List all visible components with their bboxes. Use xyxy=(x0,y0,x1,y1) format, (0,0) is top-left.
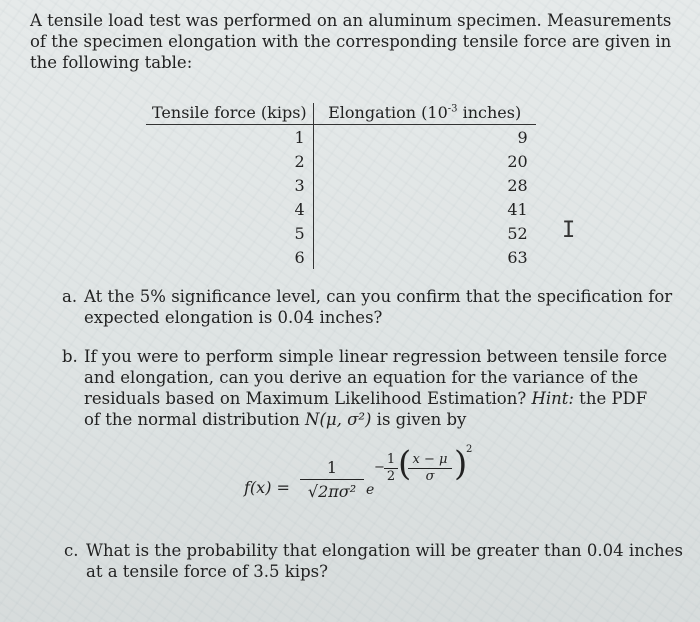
force-cell: 2 xyxy=(146,149,313,173)
question-b-line-4: of the normal distribution N(μ, σ²) is given by xyxy=(84,410,467,429)
question-c-label: c. xyxy=(64,541,79,560)
exponent-half: 1 2 xyxy=(384,452,398,485)
elongation-cell: 41 xyxy=(507,199,528,219)
table-row xyxy=(146,221,536,245)
intro-line-2: of the specimen elongation with the corresponding tensile force are given in xyxy=(30,32,672,51)
formula-base: e xyxy=(366,482,375,498)
elongation-cell: 28 xyxy=(507,175,528,195)
question-a-line-1: At the 5% significance level, can you confirm that the specification for xyxy=(84,287,673,306)
table-header-row xyxy=(146,103,536,125)
header-elongation: Elongation ($10^{-3}$ inches) xyxy=(328,103,522,122)
coefficient-denominator: √2πσ² xyxy=(307,482,357,501)
normal-distribution-notation: N(μ, σ²) xyxy=(305,410,372,429)
table-row xyxy=(146,245,536,269)
question-b-line-2: and elongation, can you derive an equation for the variance of the xyxy=(84,368,639,387)
header-tensile-force: Tensile force (kips) xyxy=(146,103,313,125)
table-row xyxy=(146,173,536,197)
formula-lhs: f(x) = xyxy=(244,478,290,497)
normal-pdf-formula: f(x) = 1 √2πσ² e − 1 2 ( x − μ σ ) 2 xyxy=(244,444,473,501)
force-cell: 5 xyxy=(146,221,313,245)
elongation-cell: 63 xyxy=(507,247,528,267)
elongation-cell: 9 xyxy=(517,127,528,147)
force-cell: 1 xyxy=(146,125,313,150)
question-a-label: a. xyxy=(62,287,78,306)
intro-line-1: A tensile load test was performed on an aluminum specimen. Measurements xyxy=(30,11,672,30)
question-a xyxy=(62,286,673,328)
intro-line-3: the following table: xyxy=(30,53,193,72)
table-row xyxy=(146,125,536,150)
table-row xyxy=(146,149,536,173)
coefficient-numerator: 1 xyxy=(326,458,338,477)
problem-intro xyxy=(30,10,670,73)
elongation-cell: 52 xyxy=(507,223,528,243)
exponent-minus: − xyxy=(374,460,385,475)
question-c xyxy=(64,540,683,582)
question-b-line-1: If you were to perform simple linear regression between tensile force xyxy=(84,347,668,366)
hint-label: Hint: xyxy=(531,389,574,408)
exponent-inner-fraction: x − μ σ xyxy=(408,452,452,485)
question-b-line-3: residuals based on Maximum Likelihood Estimation? Hint: the PDF xyxy=(84,389,648,408)
table-row xyxy=(146,197,536,221)
force-cell: 3 xyxy=(146,173,313,197)
data-table xyxy=(146,103,536,269)
force-cell: 6 xyxy=(146,245,313,269)
elongation-cell: 20 xyxy=(507,151,528,171)
question-b xyxy=(62,346,668,430)
exponent-power: 2 xyxy=(466,444,473,455)
question-c-line-2: at a tensile force of 3.5 kips? xyxy=(86,562,328,581)
formula-coefficient xyxy=(300,458,364,501)
text-cursor-icon: I xyxy=(562,218,576,243)
question-b-label: b. xyxy=(62,347,78,366)
question-a-line-2: expected elongation is 0.04 inches? xyxy=(84,308,383,327)
question-c-line-1: What is the probability that elongation will be greater than 0.04 inches xyxy=(86,541,683,560)
force-cell: 4 xyxy=(146,197,313,221)
